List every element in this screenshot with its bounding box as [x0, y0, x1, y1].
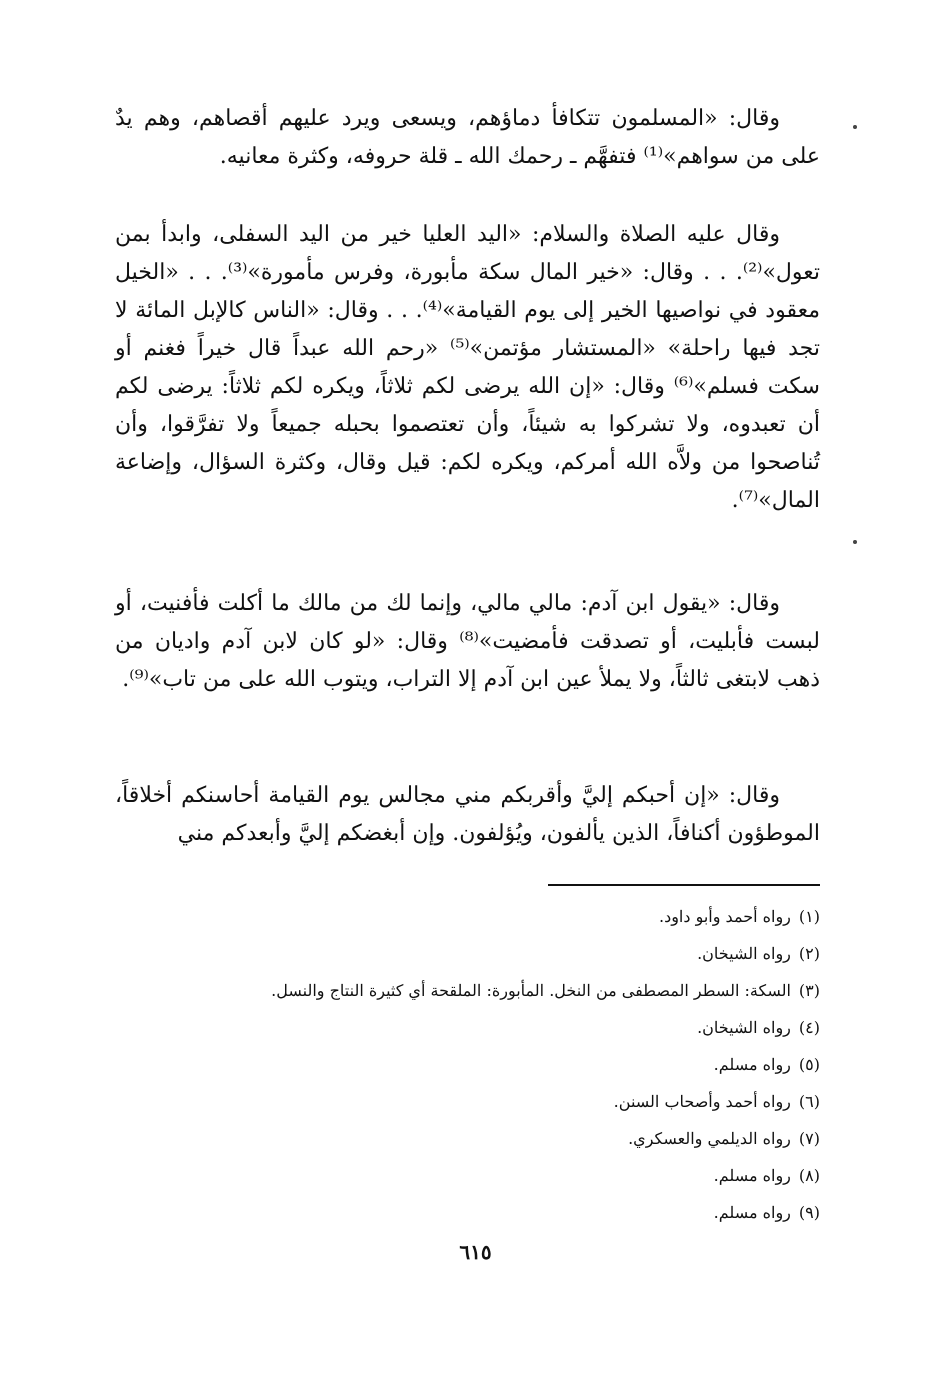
footnote-number: (٨)	[798, 1166, 820, 1185]
footnote-3	[115, 972, 820, 1009]
footnote-6	[115, 1083, 820, 1120]
footnote-text: رواه أحمد وأصحاب السنن.	[613, 1092, 791, 1111]
footnote-divider	[548, 884, 820, 886]
footnote-text: رواه مسلم.	[713, 1203, 791, 1222]
scan-speck	[853, 125, 857, 129]
footnote-number: (٩)	[798, 1203, 820, 1222]
scan-speck	[853, 540, 857, 544]
footnote-number: (١)	[798, 907, 820, 926]
footnote-5	[115, 1046, 820, 1083]
paragraph-3-text: وقال: «يقول ابن آدم: مالي مالي، وإنما لك من مالك ما أكلت فأفنيت، أو لبست فأبليت، أو تصدقت فأمضيت»⁽⁸⁾ وقال: «لو كان لابن آدم واديان من ذهب لابتغى ثالثاً، ولا يملأ عين ابن آدم إلا التراب، ويتوب الله على من تاب»⁽⁹⁾.	[115, 591, 820, 692]
paragraph-1-text: وقال: «المسلمون تتكافأ دماؤهم، ويسعى ويرد عليهم أقصاهم، وهم يدٌ على من سواهم»⁽¹⁾ فتفهَّم ـ رحمك الله ـ قلة حروفه، وكثرة معانيه.	[115, 106, 820, 169]
footnotes-list	[115, 898, 820, 1231]
paragraph-4-text: وقال: «إن أحبكم إليَّ وأقربكم مني مجالس يوم القيامة أحاسنكم أخلاقاً، الموطؤون أكنافاً، الذين يألفون، ويُؤلفون. وإن أبغضكم إليَّ وأبعدكم مني	[115, 783, 820, 846]
footnote-text: رواه الشيخان.	[697, 1018, 791, 1037]
footnote-4	[115, 1009, 820, 1046]
footnote-1	[115, 898, 820, 935]
footnote-text: رواه الشيخان.	[697, 944, 791, 963]
paragraph-3	[115, 585, 820, 699]
paragraph-4	[115, 777, 820, 853]
footnote-2	[115, 935, 820, 972]
footnote-number: (٣)	[798, 981, 820, 1000]
footnote-number: (٧)	[798, 1129, 820, 1148]
footnote-text: رواه أحمد وأبو داود.	[658, 907, 791, 926]
footnote-number: (٥)	[798, 1055, 820, 1074]
footnote-text: رواه مسلم.	[713, 1166, 791, 1185]
footnote-text: رواه الديلمي والعسكري.	[628, 1129, 791, 1148]
paragraph-2-text: وقال عليه الصلاة والسلام: «اليد العليا خير من اليد السفلى، وابدأ بمن تعول»⁽²⁾. . . وقال: «خير المال سكة مأبورة، وفرس مأمورة»⁽³⁾. . . «الخيل معقود في نواصيها الخير إلى يوم القيامة»⁽⁴⁾. . . وقال: «الناس كالإبل المائة لا تجد فيها راحلة» «المستشار مؤتمن»⁽⁵⁾ «رحم الله عبداً قال خيراً فغنم أو سكت فسلم»⁽⁶⁾ وقال: «إن الله يرضى لكم ثلاثاً، ويكره لكم ثلاثاً: يرضى لكم أن تعبدوه، ولا تشركوا به شيئاً، وأن تعتصموا بحبله جميعاً ولا تفرَّقوا، وأن تُناصحوا من ولاَّه الله أمركم، ويكره لكم: قيل وقال، وكثرة السؤال، وإضاعة المال»⁽⁷⁾.	[115, 222, 821, 513]
footnote-text: رواه مسلم.	[713, 1055, 791, 1074]
paragraph-1	[115, 100, 820, 176]
footnote-number: (٦)	[798, 1092, 820, 1111]
footnote-8	[115, 1157, 820, 1194]
paragraph-2	[115, 216, 820, 520]
page-number: ٦١٥	[459, 1240, 492, 1264]
footnote-number: (٤)	[798, 1018, 820, 1037]
footnote-text: السكة: السطر المصطفى من النخل. المأبورة: الملقحة أي كثيرة النتاج والنسل.	[271, 981, 791, 1000]
footnote-7	[115, 1120, 820, 1157]
footnote-9	[115, 1194, 820, 1231]
footnote-number: (٢)	[798, 944, 820, 963]
